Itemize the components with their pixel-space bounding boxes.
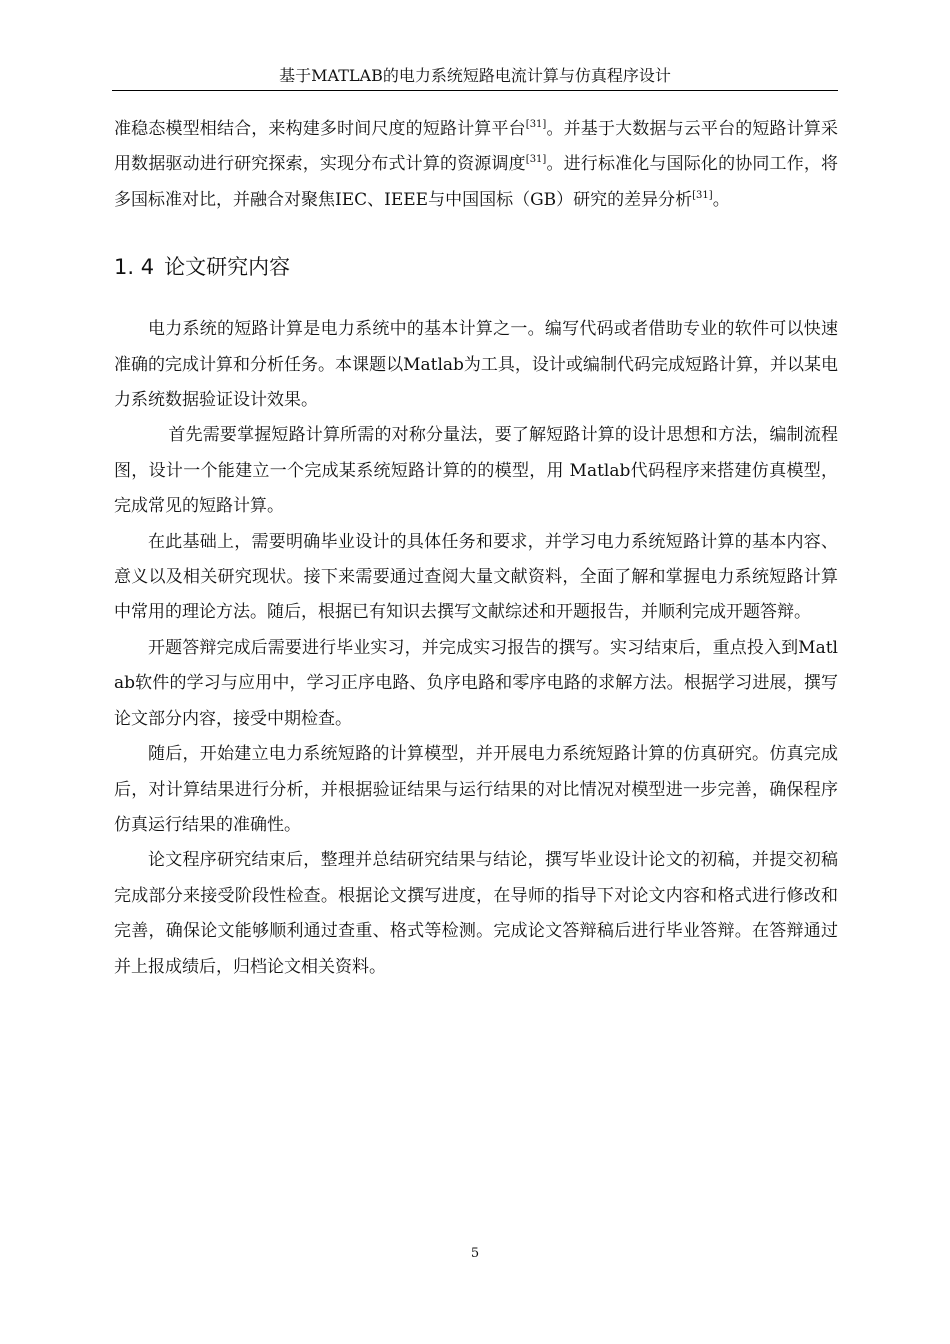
paragraph-text: 。 <box>712 189 730 210</box>
citation-link[interactable]: [31] <box>525 154 547 166</box>
body-paragraph: 论文程序研究结束后，整理并总结研究结果与结论，撰写毕业设计论文的初稿，并提交初稿完成部分来接受阶段性检查。根据论文撰写进度，在导师的指导下对论文内容和格式进行修改和完善，确保论文能够顺利通过查重、格式等检测。完成论文答辩稿后进行毕业答辩。在答辩通过并上报成绩后，归档论文相关资料。 <box>114 850 838 977</box>
running-header: 基于MATLAB的电力系统短路电流计算与仿真程序设计 <box>112 62 838 91</box>
page-body <box>114 112 838 985</box>
body-paragraph: 首先需要掌握短路计算所需的对称分量法，要了解短路计算的设计思想和方法，编制流程图，设计一个能建立一个完成某系统短路计算的的模型，用 Matlab代码程序来搭建仿真模型，完成常见的短路计算。 <box>114 425 838 517</box>
citation-link[interactable]: [31] <box>692 189 713 201</box>
paragraph-text: 。进行标准化与国际化的协同工作，将多国标准对比，并融合对聚焦IEC、IEEE与中国国标（GB）研究的差异分析 <box>114 154 839 210</box>
citation-link[interactable]: [31] <box>525 119 547 130</box>
paragraph-continued <box>114 112 838 218</box>
section-title: 论文研究内容 <box>164 255 291 280</box>
paragraph-text: 。并基于大数据与云平台的短路计算采用数据驱动进行研究探索，实现分布式计算的资源调度 <box>114 119 839 175</box>
body-paragraph: 开题答辩完成后需要进行毕业实习，并完成实习报告的撰写。实习结束后，重点投入到Matlab软件的学习与应用中，学习正序电路、负序电路和零序电路的求解方法。根据学习进展，撰写论文部分内容，接受中期检查。 <box>114 637 838 729</box>
page-number: 5 <box>470 1246 480 1261</box>
body-paragraph: 电力系统的短路计算是电力系统中的基本计算之一。编写代码或者借助专业的软件可以快速准确的完成计算和分析任务。本课题以Matlab为工具，设计或编制代码完成短路计算，并以某电力系统数据验证设计效果。 <box>114 319 838 411</box>
paragraph-text: 准稳态模型相结合，来构建多时间尺度的短路计算平台 <box>114 119 526 139</box>
section-number: 1. 4 <box>114 255 155 280</box>
body-paragraph: 在此基础上，需要明确毕业设计的具体任务和要求，并学习电力系统短路计算的基本内容、意义以及相关研究现状。接下来需要通过查阅大量文献资料，全面了解和掌握电力系统短路计算中常用的理论方法。随后，根据已有知识去撰写文献综述和开题报告，并顺利完成开题答辩。 <box>114 531 838 623</box>
body-paragraph: 随后，开始建立电力系统短路的计算模型，并开展电力系统短路计算的仿真研究。仿真完成后，对计算结果进行分析，并根据验证结果与运行结果的对比情况对模型进一步完善，确保程序仿真运行结果的准确性。 <box>114 744 838 835</box>
section-heading <box>114 252 838 282</box>
